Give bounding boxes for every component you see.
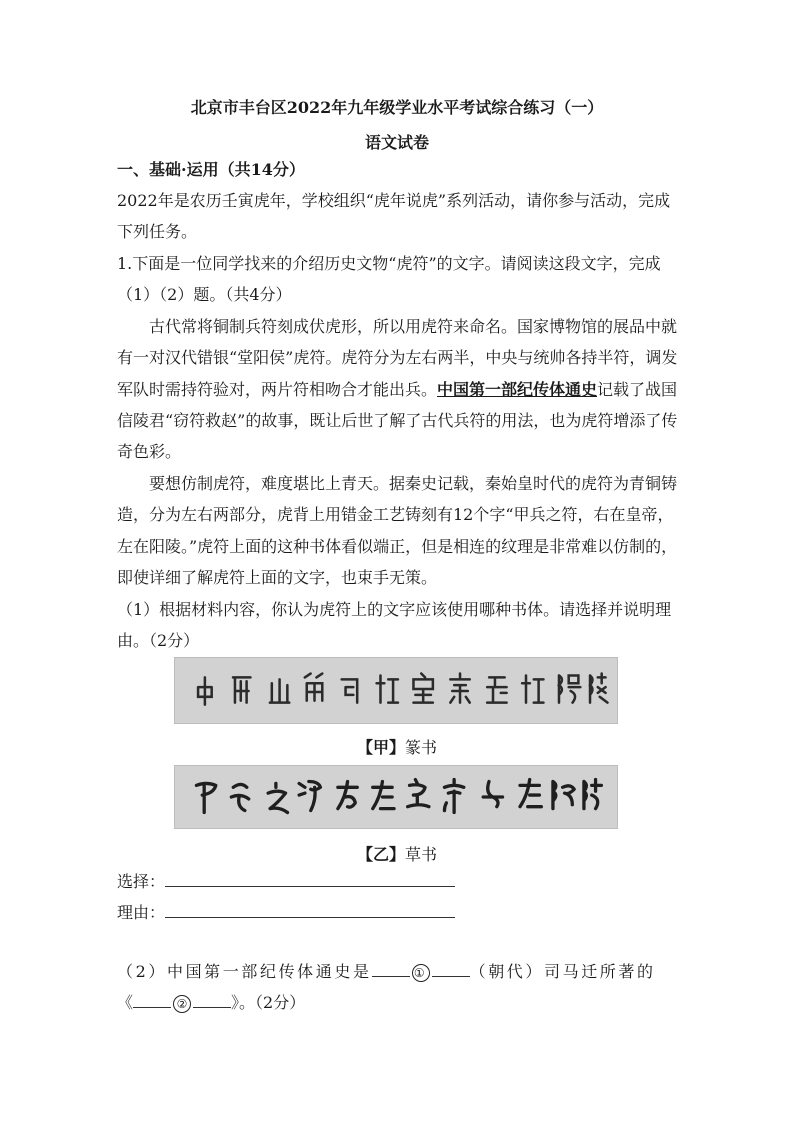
seal-caption xyxy=(0,735,794,758)
choice-row xyxy=(117,872,677,892)
passage-p2-line-2: 造，分为左右两部分，虎背上用错金工艺铸刻有12个字“甲兵之符，右在皇帝， xyxy=(117,505,674,524)
sub-question-1-line-1: （1）根据材料内容，你认为虎符上的文字应该使用哪种书体。请选择并说明理 xyxy=(117,600,672,619)
section-heading: 一、基础·运用（共14分） xyxy=(117,160,305,179)
exam-title: 北京市丰台区2022年九年级学业水平考试综合练习（一） xyxy=(190,98,604,117)
passage-text: 军队时需持符验对，两片符相吻合才能出兵。 xyxy=(117,380,438,399)
reason-row xyxy=(117,903,677,923)
blank-1-right[interactable] xyxy=(432,976,470,977)
cursive-script-image xyxy=(174,765,618,829)
intro-line-2: 下列任务。 xyxy=(117,222,198,241)
reason-label: 理由： xyxy=(117,903,166,922)
blank-2-left[interactable] xyxy=(133,1007,171,1008)
book-title-close: 》。（2分） xyxy=(231,993,306,1012)
sub-question-2-line-2 xyxy=(117,993,677,1013)
question-1-stem-line-1: 1.下面是一位同学找来的介绍历史文物“虎符”的文字。请阅读这段文字，完成 xyxy=(117,254,661,273)
blank-2-marker: ② xyxy=(173,995,191,1013)
passage-p2-line-3: 左在阳陵。”虎符上面的这种书体看似端正，但是相连的纹理是非常难以仿制的， xyxy=(117,537,678,556)
caption-text: 草书 xyxy=(405,845,438,864)
passage-text: 记载了战国 xyxy=(597,380,678,399)
cursive-script-calligraphy xyxy=(175,766,617,828)
passage-p1-line-2: 有一对汉代错银“堂阳侯”虎符。虎符分为左右两半，中央与统帅各持半符，调发 xyxy=(117,348,678,367)
underlined-term: 中国第一部纪传体通史 xyxy=(437,380,598,399)
passage-p2-line-4: 即使详细了解虎符上面的文字，也束手无策。 xyxy=(117,568,438,587)
question-1-stem-line-2: （1）（2）题。（共4分） xyxy=(117,285,292,304)
book-title-open: 《 xyxy=(117,993,134,1012)
seal-script-image xyxy=(174,657,618,724)
choice-label: 选择： xyxy=(117,872,166,891)
blank-1-left[interactable] xyxy=(372,976,410,977)
sub-question-1-line-2: 由。（2分） xyxy=(117,631,200,650)
exam-subtitle: 语文试卷 xyxy=(364,133,429,152)
passage-p2-line-1: 要想仿制虎符，难度堪比上青天。据秦史记载，秦始皇时代的虎符为青铜铸 xyxy=(149,474,678,493)
passage-p1-line-5: 奇色彩。 xyxy=(117,442,182,461)
blank-2-right[interactable] xyxy=(193,1007,231,1008)
passage-p1-line-3 xyxy=(117,380,677,400)
caption-mark: 【乙】 xyxy=(356,845,405,864)
sub-question-2-text: （2）中国第一部纪传体通史是 xyxy=(117,962,372,981)
choice-answer-blank[interactable] xyxy=(165,886,455,887)
seal-script-calligraphy xyxy=(175,658,617,723)
passage-p1-line-4: 信陵君“窃符救赵”的故事，既让后世了解了古代兵符的用法，也为虎符增添了传 xyxy=(117,411,678,430)
reason-answer-blank[interactable] xyxy=(165,917,455,918)
caption-mark: 【甲】 xyxy=(356,738,405,757)
intro-line-1: 2022年是农历壬寅虎年，学校组织“虎年说虎”系列活动，请你参与活动，完成 xyxy=(117,191,671,210)
sub-question-2-text: （朝代）司马迁所著的 xyxy=(469,962,656,981)
passage-p1-line-1: 古代常将铜制兵符刻成伏虎形，所以用虎符来命名。国家博物馆的展品中就 xyxy=(149,317,678,336)
cursive-caption xyxy=(0,842,794,865)
caption-text: 篆书 xyxy=(405,738,438,757)
blank-1-marker: ① xyxy=(412,964,430,982)
sub-question-2-line-1 xyxy=(117,962,677,982)
